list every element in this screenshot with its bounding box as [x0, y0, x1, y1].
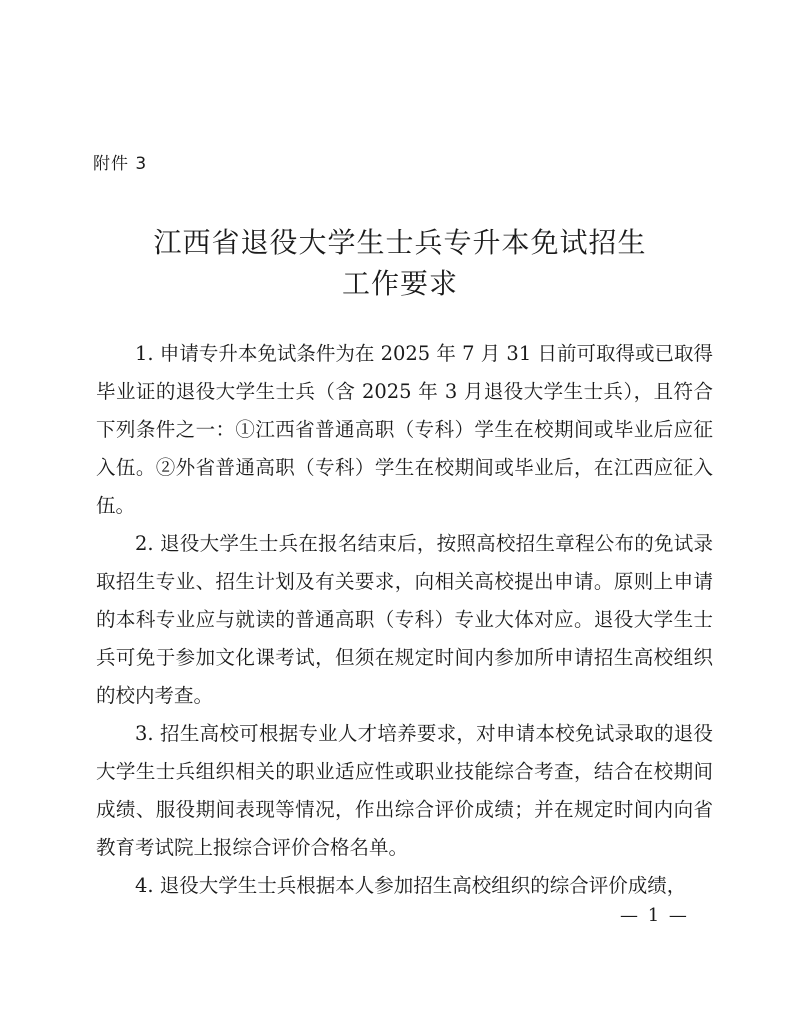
- attachment-label: 附件 3: [93, 154, 148, 174]
- paragraph-1: 1. 申请专升本免试条件为在 2025 年 7 月 31 日前可取得或已取得毕业证的退役大学生士兵（含 2025 年 3 月退役大学生士兵），且符合下列条件之一：①江西省普通高职（专科）学生在校期间或毕业后应征入伍。②外省普通高职（专科）学生在校期间或毕业后，在江西应征入伍。: [96, 342, 713, 517]
- document-body: [96, 335, 713, 905]
- title-line-2: 工作要求: [341, 267, 458, 300]
- paragraph-3: 3. 招生高校可根据专业人才培养要求，对申请本校免试录取的退役大学生士兵组织相关的职业适应性或职业技能综合考查，结合在校期间成绩、服役期间表现等情况，作出综合评价成绩；并在规定时间内向省教育考试院上报综合评价合格名单。: [96, 722, 713, 859]
- paragraph-4: 4. 退役大学生士兵根据本人参加招生高校组织的综合评价成绩，: [135, 874, 687, 897]
- title-line-1: 江西省退役大学生士兵专升本免试招生: [153, 226, 647, 259]
- paragraph-2: 2. 退役大学生士兵在报名结束后，按照高校招生章程公布的免试录取招生专业、招生计划及有关要求，向相关高校提出申请。原则上申请的本科专业应与就读的普通高职（专科）专业大体对应。退役大学生士兵可免于参加文化课考试，但须在规定时间内参加所申请招生高校组织的校内考查。: [96, 532, 713, 707]
- document-title: [0, 222, 800, 304]
- page-number: — 1 —: [620, 905, 689, 926]
